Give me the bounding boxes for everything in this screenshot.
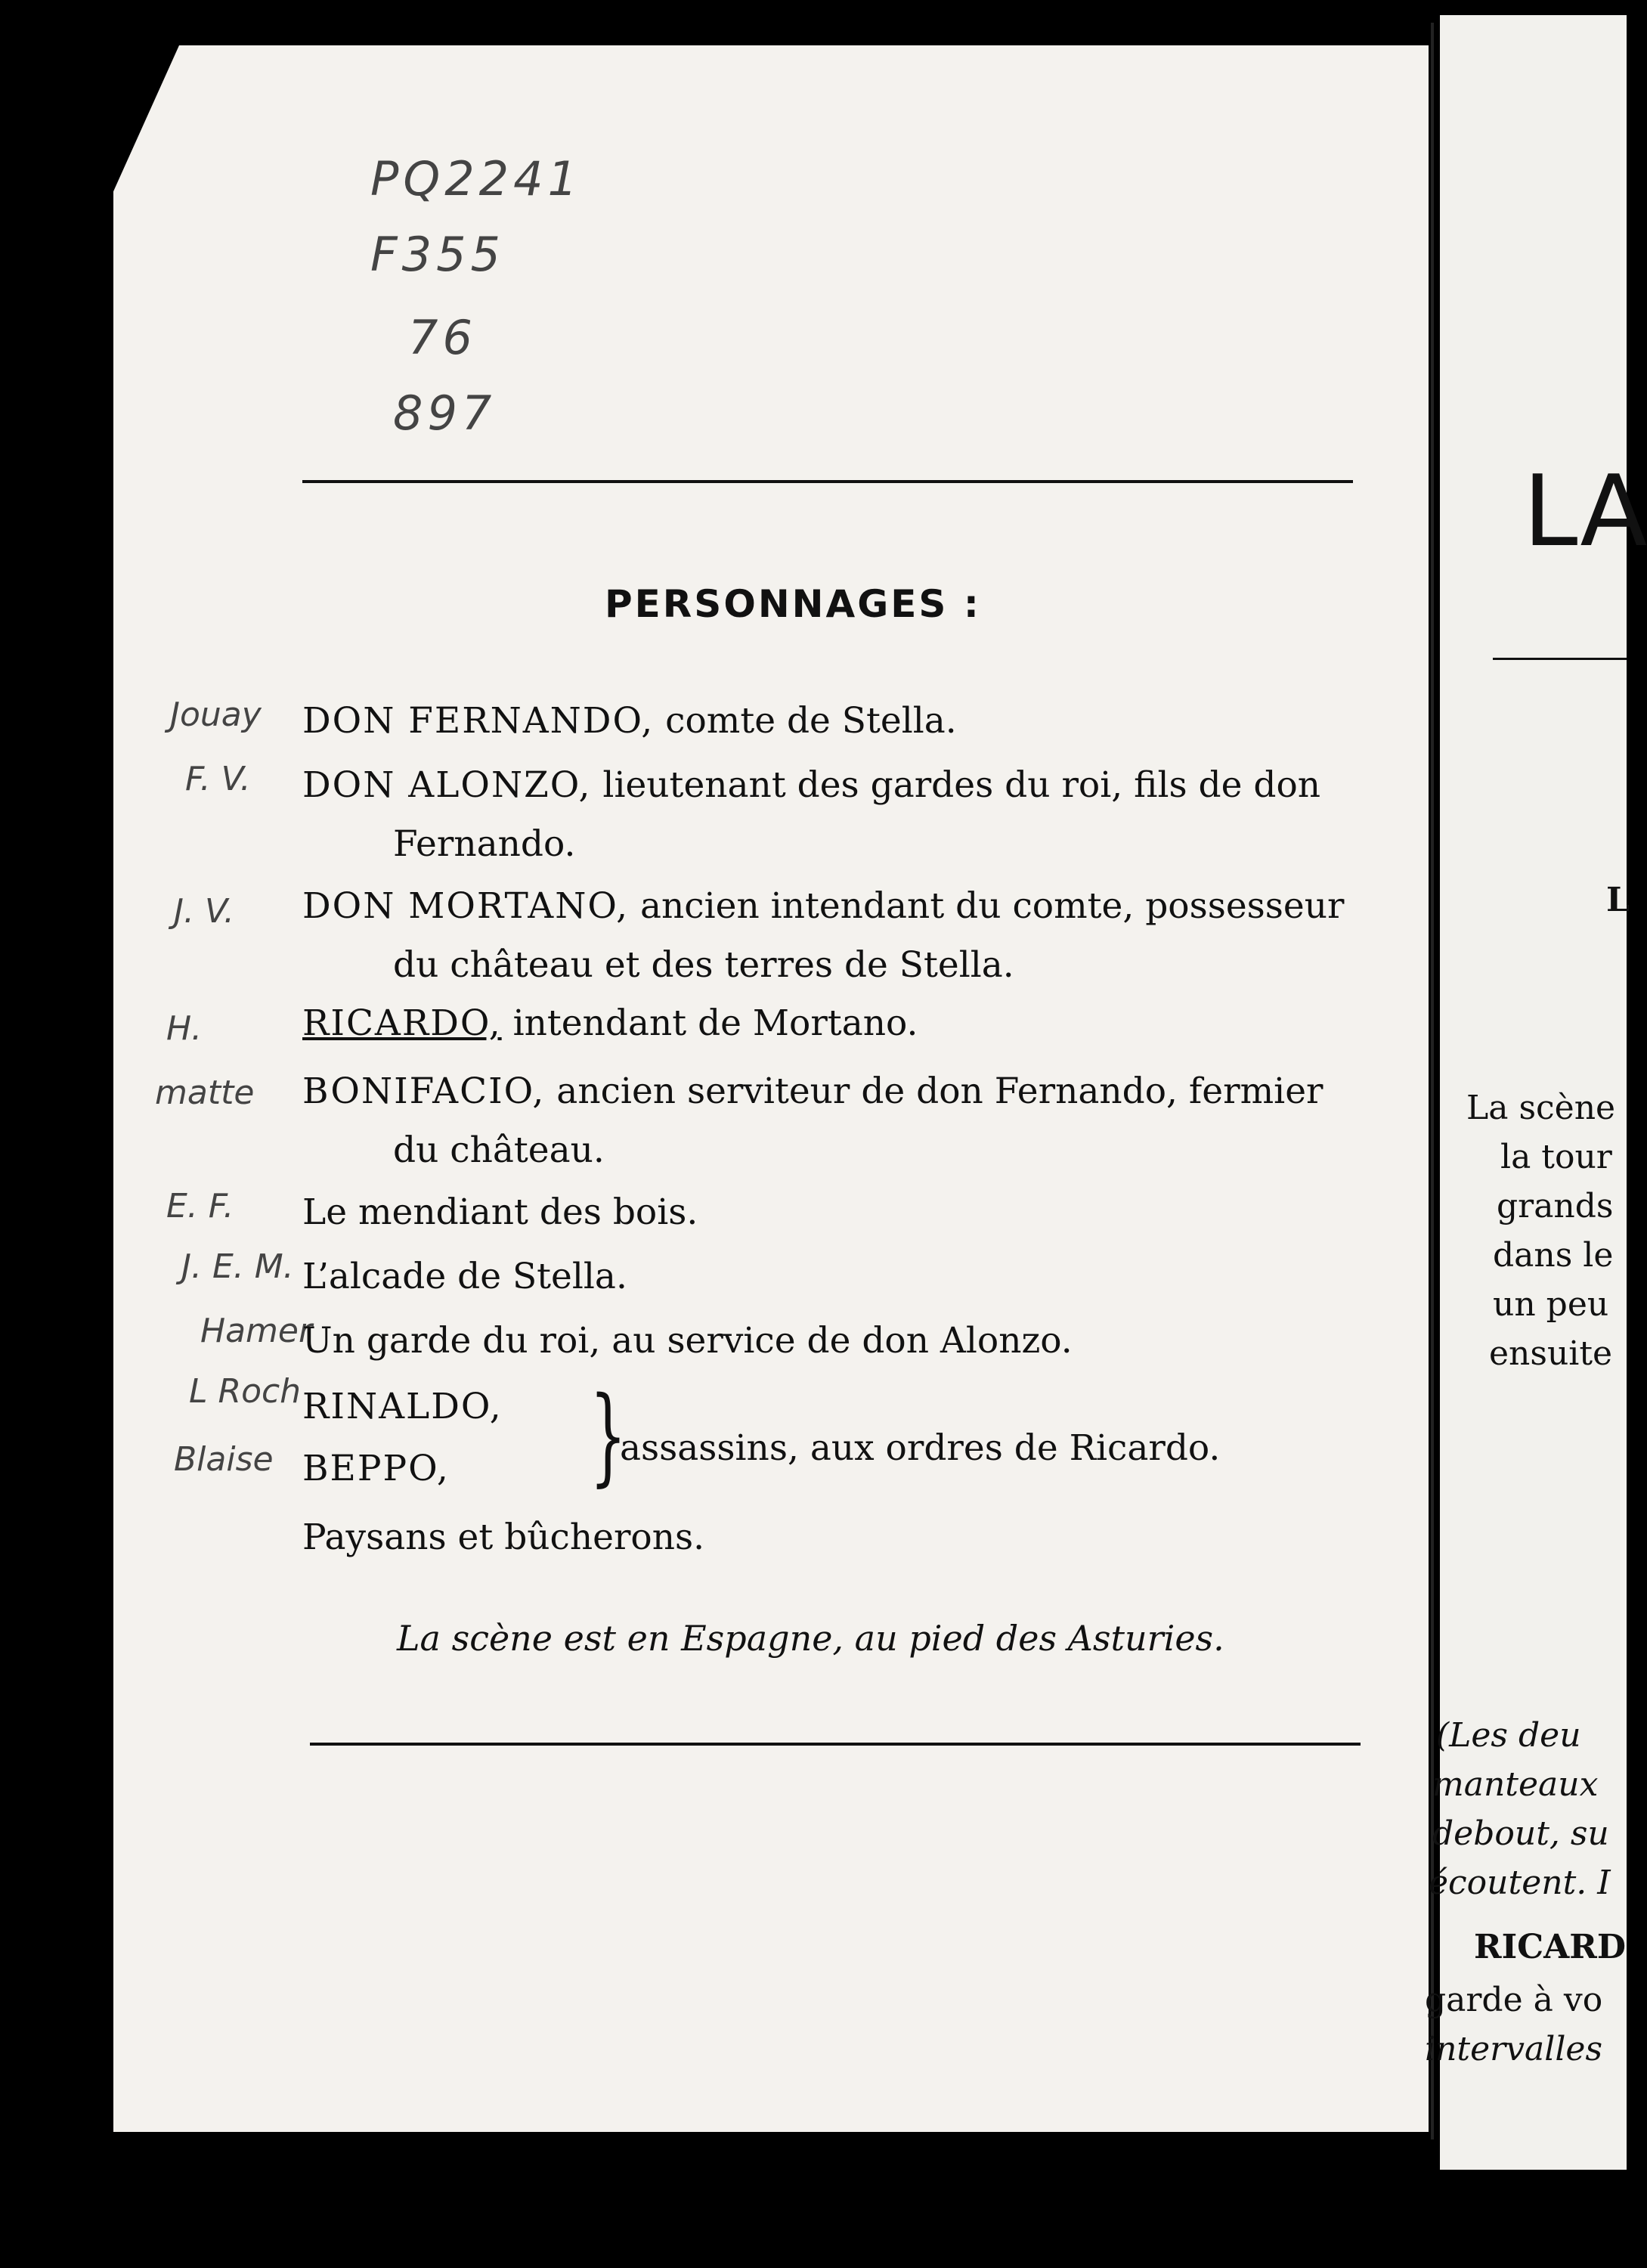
extras-text: Paysans et bûcherons. [302, 1517, 705, 1558]
right-page-line: garde à vo [1425, 1981, 1603, 2019]
right-page-italic: (Les deu [1436, 1716, 1581, 1755]
character-name: DON ALONZO, [302, 764, 592, 806]
top-rule [302, 480, 1353, 483]
right-page-rule [1493, 658, 1627, 660]
character-name: DON FERNANDO, [302, 700, 655, 742]
right-page-line: ensuite [1489, 1334, 1613, 1373]
call-number-line3: 76 [408, 310, 477, 365]
margin-note: L Roch [189, 1372, 302, 1411]
character-desc: comte de Stella. [654, 700, 957, 742]
brace-icon: } [590, 1374, 627, 1498]
margin-note: Blaise [174, 1440, 274, 1479]
right-page-title-fragment: LA [1523, 454, 1647, 569]
character-entry [302, 1312, 1376, 1371]
margin-note: J. E. M. [181, 1247, 294, 1286]
character-desc: intendant de Mortano. [501, 1002, 918, 1044]
character-entry [302, 692, 1376, 751]
right-page-speaker: RICARD [1474, 1928, 1627, 1966]
character-desc: Le mendiant des bois. [302, 1191, 698, 1233]
character-entry [302, 994, 1376, 1053]
right-page-italic: écoutent. I [1429, 1864, 1611, 1902]
character-name: DON MORTANO, [302, 885, 630, 927]
right-page-letter: L [1606, 881, 1630, 919]
margin-note: H. [166, 1009, 203, 1048]
margin-note: E. F. [166, 1187, 234, 1225]
call-number-line2: F355 [370, 227, 506, 282]
character-desc: ancien intendant du comte, possesseur du château et des terres de Stella. [393, 885, 1345, 986]
right-page-line: intervalles [1425, 2030, 1603, 2068]
character-entry [302, 877, 1376, 995]
margin-note: F. V. [185, 760, 251, 798]
assassins-group [302, 1374, 1221, 1500]
extras-entry [302, 1508, 1376, 1567]
character-entry [302, 1247, 1376, 1306]
character-name: BONIFACIO, [302, 1070, 546, 1112]
character-name: BEPPO, [302, 1448, 450, 1489]
right-page-line: grands [1497, 1187, 1614, 1225]
character-name: RICARDO, [302, 1002, 502, 1044]
character-desc: L’alcade de Stella. [302, 1256, 627, 1297]
margin-note: matte [155, 1074, 255, 1112]
right-page-line: La scène [1466, 1089, 1616, 1127]
right-page-line: un peu [1493, 1285, 1609, 1324]
bottom-rule [310, 1743, 1361, 1746]
scene-location: La scène est en Espagne, au pied des Asturies. [397, 1618, 1224, 1659]
margin-note: Hamer [200, 1312, 313, 1350]
character-desc: Un garde du roi, au service de don Alonzo. [302, 1320, 1073, 1362]
right-page-line: la tour [1500, 1138, 1612, 1176]
character-desc: ancien serviteur de don Fernando, fermier du château. [393, 1070, 1323, 1171]
assassins-label: assassins, aux ordres de Ricardo. [620, 1427, 1221, 1469]
character-entry [302, 1062, 1376, 1180]
character-desc: lieutenant des gardes du roi, fils de don Fernando. [393, 764, 1321, 865]
margin-note: Jouay [170, 696, 262, 734]
right-page-line: dans le [1493, 1236, 1614, 1275]
call-number-line1: PQ2241 [370, 151, 582, 206]
right-page-italic: debout, su [1432, 1814, 1609, 1853]
page-title: PERSONNAGES : [605, 582, 981, 626]
right-page-italic: manteaux [1432, 1765, 1599, 1804]
character-entry [302, 1183, 1376, 1242]
character-name: RINALDO, [302, 1386, 503, 1427]
character-entry [302, 756, 1376, 874]
margin-note: J. V. [174, 892, 234, 931]
call-number-line4: 897 [393, 386, 497, 441]
